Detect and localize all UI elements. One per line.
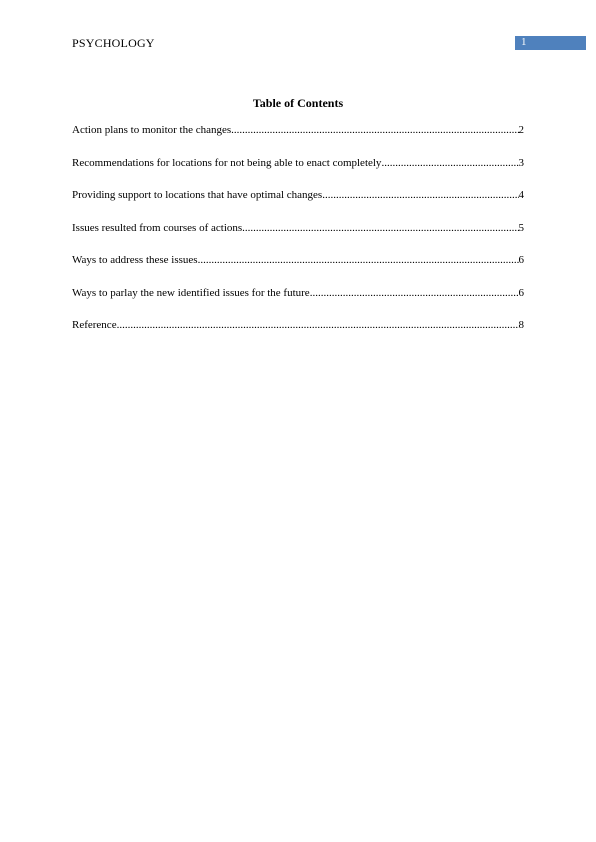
toc-entry-page: 5	[518, 221, 524, 234]
toc-entry-providing-support[interactable]	[72, 189, 524, 205]
toc-dot-leader	[117, 319, 519, 331]
toc-entry-title: Issues resulted from courses of actions	[72, 221, 243, 234]
toc-entry-title: Action plans to monitor the changes	[72, 124, 232, 136]
toc-dot-leader	[198, 254, 519, 266]
toc-dot-leader	[242, 222, 518, 234]
toc-entry-reference[interactable]	[72, 319, 524, 335]
toc-dot-leader	[381, 157, 518, 169]
toc-entry-title: Ways to address these issues	[72, 254, 198, 266]
toc-entry-ways-to-address[interactable]	[72, 254, 524, 270]
page-number-badge: 1	[515, 36, 586, 50]
toc-dot-leader	[322, 189, 518, 201]
toc-entry-title: Providing support to locations that have optimal changes	[72, 189, 323, 201]
toc-entry-issues-resulted[interactable]	[72, 222, 524, 238]
toc-list	[72, 124, 524, 352]
toc-entry-page: 2	[518, 124, 524, 136]
toc-entry-action-plans[interactable]	[72, 124, 524, 140]
toc-entry-title: Recommendations for locations for not being able to enact completely	[72, 156, 382, 169]
toc-entry-page: 6	[518, 286, 524, 299]
toc-entry-title: Reference	[72, 319, 117, 331]
toc-heading: Table of Contents	[252, 96, 344, 110]
toc-entry-ways-to-parlay[interactable]	[72, 287, 524, 303]
toc-entry-title: Ways to parlay the new identified issues for the future	[72, 286, 310, 299]
toc-dot-leader	[231, 124, 518, 136]
toc-dot-leader	[310, 287, 519, 299]
toc-entry-page: 3	[518, 156, 524, 169]
toc-entry-recommendations[interactable]	[72, 157, 524, 173]
toc-entry-page: 6	[518, 254, 524, 266]
toc-entry-page: 4	[518, 189, 524, 201]
running-header-title: PSYCHOLOGY	[72, 36, 155, 50]
toc-entry-page: 8	[518, 319, 524, 331]
